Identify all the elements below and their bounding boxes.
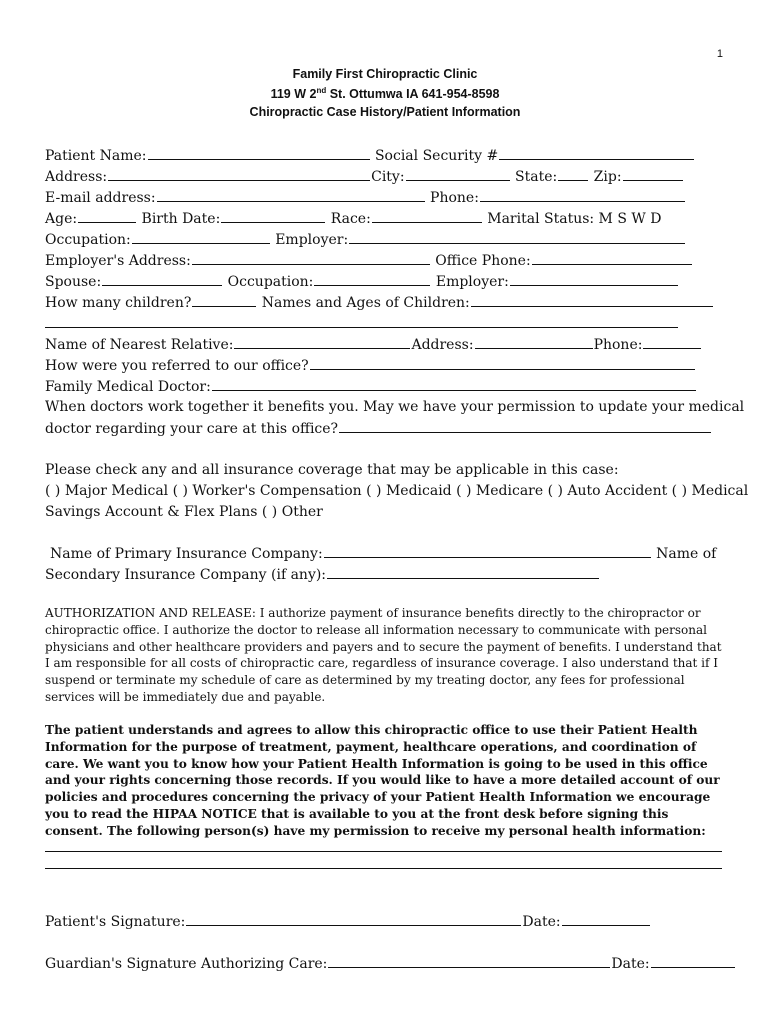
employer-label: Employer: (275, 232, 349, 248)
phone-field[interactable] (480, 188, 685, 202)
children-names-field[interactable] (471, 293, 713, 307)
ssn-label: Social Security # (374, 148, 499, 164)
race-field[interactable] (372, 209, 482, 223)
age-field[interactable] (78, 209, 136, 223)
birth-date-label: Birth Date: (141, 211, 221, 227)
spouse-occupation-field[interactable] (314, 272, 430, 286)
authorization-release-text: AUTHORIZATION AND RELEASE: I authorize payment of insurance benefits directly to the chiropractor or chiropractic office. I authorize the doctor to release all information necessary to communicate with personal physicians and other healthcare providers and payers and to secure the payment of benefits. I understand that I am responsible for all costs of chiropractic care, regardless of insurance coverage. I also understand that if I suspend or terminate my schedule of care as determined by my treating doctor, any fees for professional services will be immediately due and payable. (45, 606, 722, 704)
relative-phone-label: Phone: (593, 337, 643, 353)
spouse-field[interactable] (102, 272, 222, 286)
row-children (45, 293, 714, 312)
state-label: State: (515, 169, 558, 185)
referred-field[interactable] (310, 356, 695, 370)
row-age (45, 209, 661, 228)
primary-insurance-label: Name of Primary Insurance Company: (50, 546, 323, 562)
row-referred (45, 356, 696, 375)
children-names-continuation-line[interactable] (45, 314, 678, 328)
clinic-address: 119 W 2nd St. Ottumwa IA 641-954-8598 (270, 86, 500, 102)
occupation-label: Occupation: (45, 232, 131, 248)
row-patient-signature (45, 912, 651, 931)
zip-label: Zip: (593, 169, 622, 185)
employer-field[interactable] (349, 230, 685, 244)
insurance-options-line1[interactable]: ( ) Major Medical ( ) Worker's Compensation ( ) Medicaid ( ) Medicare ( ) Auto Accident ( ) Medical (45, 483, 749, 499)
secondary-insurance-field[interactable] (327, 565, 599, 579)
form-title: Chiropractic Case History/Patient Information (249, 105, 521, 119)
patient-signature-label: Patient's Signature: (45, 914, 186, 930)
children-names-label: Names and Ages of Children: (261, 295, 470, 311)
row-primary-insurance (50, 544, 716, 563)
insurance-intro: Please check any and all insurance coverage that may be applicable in this case: (45, 462, 619, 478)
address-label: Address: (45, 169, 108, 185)
row-secondary-insurance (45, 565, 600, 584)
state-field[interactable] (558, 167, 588, 181)
patient-signature-field[interactable] (186, 912, 521, 926)
row-nearest-relative (45, 335, 702, 354)
employer-address-field[interactable] (192, 251, 430, 265)
relative-address-field[interactable] (475, 335, 593, 349)
page-number: 1 (716, 48, 723, 60)
patient-name-label: Patient Name: (45, 148, 147, 164)
hipaa-consent-text: The patient understands and agrees to allow this chiropractic office to use their Patient Health Information for the purpose of treatment, payment, healthcare operations, and coordination of care. We want you to know how your Patient Health Information is going to be used in this office and your rights concerning those records. If you would like to have a more detailed account of our policies and procedures concerning the privacy of your Patient Health Information we encourage you to read the HIPAA NOTICE that is available to you at the front desk before signing this consent. The following person(s) have my permission to receive my personal health information: (45, 723, 720, 838)
permitted-persons-line-1[interactable] (45, 838, 722, 852)
row-employer-address (45, 251, 693, 270)
patient-name-field[interactable] (148, 146, 370, 160)
guardian-signature-label: Guardian's Signature Authorizing Care: (45, 956, 328, 972)
occupation-field[interactable] (132, 230, 270, 244)
row-email (45, 188, 686, 207)
email-field[interactable] (157, 188, 425, 202)
office-phone-field[interactable] (532, 251, 692, 265)
row-spouse (45, 272, 679, 291)
permission-label: doctor regarding your care at this office? (45, 421, 339, 437)
city-field[interactable] (406, 167, 510, 181)
guardian-date-label: Date: (611, 956, 650, 972)
row-family-doctor (45, 377, 697, 396)
family-doctor-label: Family Medical Doctor: (45, 379, 211, 395)
patient-date-field[interactable] (562, 912, 650, 926)
age-label: Age: (45, 211, 78, 227)
children-count-field[interactable] (192, 293, 256, 307)
nearest-relative-label: Name of Nearest Relative: (45, 337, 234, 353)
guardian-date-field[interactable] (651, 954, 735, 968)
spouse-occupation-label: Occupation: (227, 274, 314, 290)
secondary-insurance-label: Secondary Insurance Company (if any): (45, 567, 327, 583)
clinic-name: Family First Chiropractic Clinic (292, 67, 478, 81)
row-patient-name (45, 146, 695, 165)
primary-insurance-field[interactable] (324, 544, 651, 558)
relative-phone-field[interactable] (643, 335, 701, 349)
row-guardian-signature (45, 954, 736, 973)
nearest-relative-field[interactable] (234, 335, 410, 349)
birth-date-field[interactable] (221, 209, 325, 223)
marital-status-label: Marital Status: M S W D (487, 211, 662, 227)
referred-label: How were you referred to our office? (45, 358, 309, 374)
office-phone-label: Office Phone: (435, 253, 531, 269)
employer-address-label: Employer's Address: (45, 253, 191, 269)
ssn-field[interactable] (499, 146, 694, 160)
row-address (45, 167, 684, 186)
address-field[interactable] (108, 167, 370, 181)
family-doctor-field[interactable] (212, 377, 696, 391)
children-label: How many children? (45, 295, 192, 311)
insurance-options-line2[interactable]: Savings Account & Flex Plans ( ) Other (45, 504, 323, 520)
spouse-employer-field[interactable] (510, 272, 678, 286)
name-of-label: Name of (656, 546, 717, 562)
spouse-label: Spouse: (45, 274, 102, 290)
city-label: City: (371, 169, 405, 185)
permission-text-line1: When doctors work together it benefits you. May we have your permission to update your medical (45, 399, 745, 415)
row-occupation (45, 230, 686, 249)
zip-field[interactable] (623, 167, 683, 181)
phone-label: Phone: (430, 190, 479, 206)
race-label: Race: (330, 211, 371, 227)
permitted-persons-line-2[interactable] (45, 855, 722, 869)
permission-field[interactable] (339, 419, 711, 433)
guardian-signature-field[interactable] (328, 954, 610, 968)
spouse-employer-label: Employer: (435, 274, 509, 290)
relative-address-label: Address: (411, 337, 474, 353)
patient-date-label: Date: (522, 914, 561, 930)
email-label: E-mail address: (45, 190, 156, 206)
row-permission (45, 419, 712, 438)
